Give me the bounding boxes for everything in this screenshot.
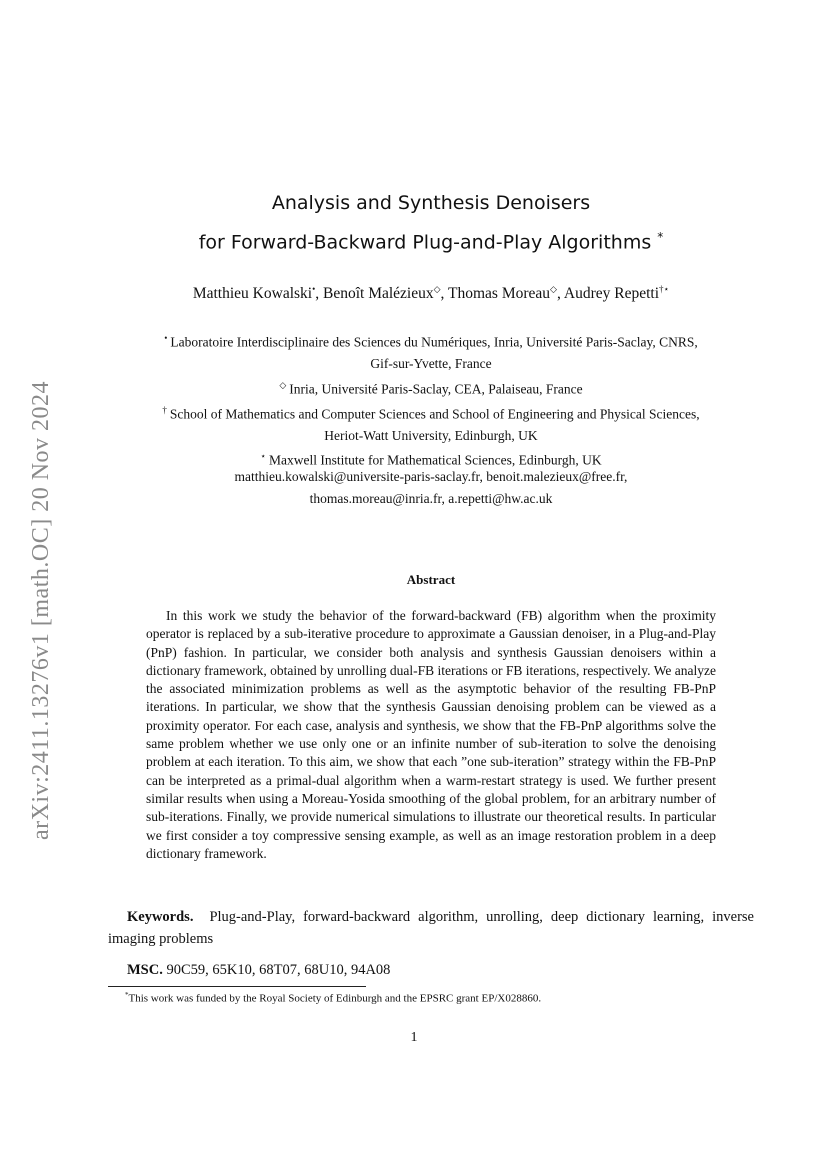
title-line-1: Analysis and Synthesis Denoisers <box>271 192 591 214</box>
author-mark: ◇ <box>433 284 441 294</box>
author-name: Matthieu Kowalski <box>192 285 313 303</box>
arxiv-identifier-stamp <box>24 340 60 880</box>
keywords-section <box>108 906 754 950</box>
author-name: Audrey Repetti <box>563 285 660 303</box>
affiliation-line: Inria, Université Paris-Saclay, CEA, Palaiseau, France <box>289 381 583 396</box>
author-name: Benoît Malézieux <box>323 285 434 303</box>
affiliation-line: Maxwell Institute for Mathematical Sciences, Edinburgh, UK <box>268 452 602 468</box>
affiliation-item <box>120 328 742 353</box>
affiliation-mark: • <box>164 333 168 343</box>
affiliation-mark: ◇ <box>279 379 287 390</box>
footnote-mark: * <box>125 991 129 999</box>
title-line-2 <box>140 220 722 259</box>
author-mark: †⋆ <box>659 284 670 294</box>
author-mark: ◇ <box>550 284 557 294</box>
msc-codes: 90C59, 65K10, 68T07, 68U10, 94A08 <box>166 962 391 978</box>
affiliation-item <box>120 400 742 425</box>
arxiv-id-text: arXiv:2411.13276v1 [math.OC] 20 Nov 2024 <box>28 380 55 840</box>
affiliation-mark: ⋆ <box>260 451 266 461</box>
msc-label: MSC. <box>127 962 163 978</box>
msc-section <box>127 962 390 979</box>
author-mark: • <box>312 284 316 294</box>
abstract-text: In this work we study the behavior of the forward-backward (FB) algorithm when the proximity operator is replaced by a sub-iterative procedure to approximate a Gaussian denoiser, in a Plug-and-Play (PnP) fashion. In particular, we consider both analysis and synthesis Gaussian denoisers within a dictionary framework, obtained by unrolling dual-FB iterations or FB iterations, respectively. We analyze the associated minimization problems as well as the asymptotic behavior of the resulting FB-PnP iterations. In particular, we show that the synthesis Gaussian denoising problem can be viewed as a proximity operator. For each case, analysis and synthesis, we show that the FB-PnP algorithms solve the same problem whether we use only one or an infinite number of sub-iteration to solve the denoising problem at each iteration. To this aim, we show that each ”one sub-iteration” strategy within the FB-PnP can be interpreted as a primal-dual algorithm when a warm-restart strategy is used. We further present similar results when using a Moreau-Yosida smoothing of the global problem, for an arbitrary number of sub-iterations. Finally, we provide numerical simulations to illustrate our theoretical results. In particular we first consider a toy compressive sensing example, as well as an image restoration problem in a deep dictionary framework. <box>146 608 716 861</box>
affiliation-line: Gif-sur-Yvette, France <box>370 356 492 371</box>
footnote-rule <box>108 986 366 987</box>
title-footnote-mark: * <box>657 230 664 244</box>
footnote <box>125 991 541 1005</box>
email-line: thomas.moreau@inria.fr, a.repetti@hw.ac.uk <box>309 490 553 506</box>
affiliation-mark: † <box>162 404 167 415</box>
keywords-text: Plug-and-Play, forward-backward algorithm, unrolling, deep dictionary learning, inverse imaging problems <box>108 909 754 947</box>
title-line-2-text: for Forward-Backward Plug-and-Play Algorithms <box>198 231 652 254</box>
author-name: Thomas Moreau <box>448 285 551 303</box>
affiliation-line: Heriot-Watt University, Edinburgh, UK <box>324 427 538 443</box>
affiliation-line: Laboratoire Interdisciplinaire des Sciences du Numériques, Inria, Université Paris-Saclay, CNRS, <box>170 334 698 350</box>
footnote-text: This work was funded by the Royal Society of Edinburgh and the EPSRC grant EP/X028860. <box>128 992 542 1005</box>
page-number: 1 <box>410 1030 418 1045</box>
paper-title <box>140 186 722 259</box>
affiliation-line: School of Mathematics and Computer Sciences and School of Engineering and Physical Sciences, <box>169 406 700 421</box>
abstract-heading: Abstract <box>406 572 456 587</box>
email-line: matthieu.kowalski@universite-paris-saclay.fr, benoit.malezieux@free.fr, <box>234 469 628 484</box>
keywords-label: Keywords. <box>127 909 194 925</box>
affiliation-item <box>120 375 742 400</box>
affiliations <box>120 328 742 471</box>
author-emails <box>120 466 742 509</box>
author-list: Matthieu Kowalski•, Benoît Malézieux◇, Thomas Moreau◇, Audrey Repetti†⋆ <box>192 284 670 303</box>
